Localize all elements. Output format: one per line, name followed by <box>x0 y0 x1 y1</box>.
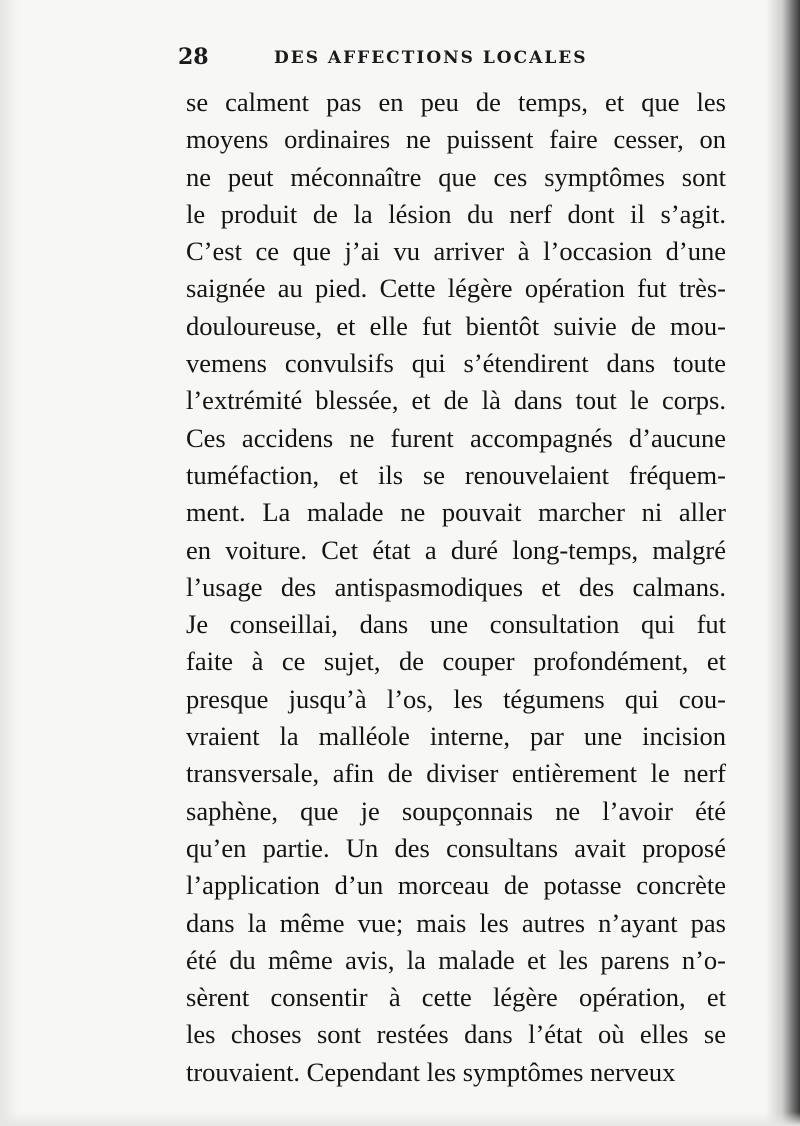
text-line: ne peut méconnaître que ces symptômes sont <box>186 161 726 192</box>
text-line: vraient la malléole interne, par une incision <box>186 721 726 752</box>
text-line: qu’en partie. Un des consultans avait proposé <box>186 832 726 863</box>
page-number: 28 <box>178 44 209 70</box>
scan-edge-bottom <box>0 1112 800 1126</box>
text-line: faite à ce sujet, de couper profondément, et <box>186 646 726 677</box>
text-line: moyens ordinaires ne puissent faire cesser, on <box>186 124 726 155</box>
text-line: vemens convulsifs qui s’étendirent dans toute <box>186 348 726 379</box>
scan-edge-left <box>0 0 18 1126</box>
text-line: sèrent consentir à cette légère opération, et <box>186 982 726 1013</box>
page-header <box>178 42 726 76</box>
text-line: douloureuse, et elle fut bientôt suivie de mou- <box>186 310 726 341</box>
text-line: transversale, afin de diviser entièrement le nerf <box>186 758 726 789</box>
text-line: saphène, que je soupçonnais ne l’avoir été <box>186 795 726 826</box>
text-line: ment. La malade ne pouvait marcher ni aller <box>186 497 726 528</box>
text-line: presque jusqu’à l’os, les tégumens qui cou- <box>186 683 726 714</box>
text-line: les choses sont restées dans l’état où elles se <box>186 1019 726 1050</box>
text-line: l’extrémité blessée, et de là dans tout le corps. <box>186 385 726 416</box>
text-line: trouvaient. Cependant les symptômes nerveux <box>186 1056 676 1087</box>
text-line: C’est ce que j’ai vu arriver à l’occasion d’une <box>186 236 726 267</box>
text-line: dans la même vue; mais les autres n’ayant pas <box>186 907 726 938</box>
text-line: se calment pas en peu de temps, et que les <box>186 87 726 117</box>
text-line: tuméfaction, et ils se renouvelaient fréquem- <box>186 459 726 490</box>
text-line: Ces accidens ne furent accompagnés d’aucune <box>186 422 726 453</box>
text-line: été du même avis, la malade et les parens n’o- <box>186 944 726 975</box>
body-text <box>186 84 726 1091</box>
text-line: l’application d’un morceau de potasse concrète <box>186 870 726 901</box>
text-line: en voiture. Cet état a duré long-temps, malgré <box>186 534 726 565</box>
text-line: le produit de la lésion du nerf dont il s’agit. <box>186 198 726 229</box>
scan-edge-right <box>766 0 800 1126</box>
text-line: saignée au pied. Cette légère opération fut très- <box>186 273 726 304</box>
running-title: DES AFFECTIONS LOCALES <box>274 48 588 68</box>
text-line: l’usage des antispasmodiques et des calmans. <box>186 571 726 602</box>
text-line: Je conseillai, dans une consultation qui fut <box>186 609 726 640</box>
